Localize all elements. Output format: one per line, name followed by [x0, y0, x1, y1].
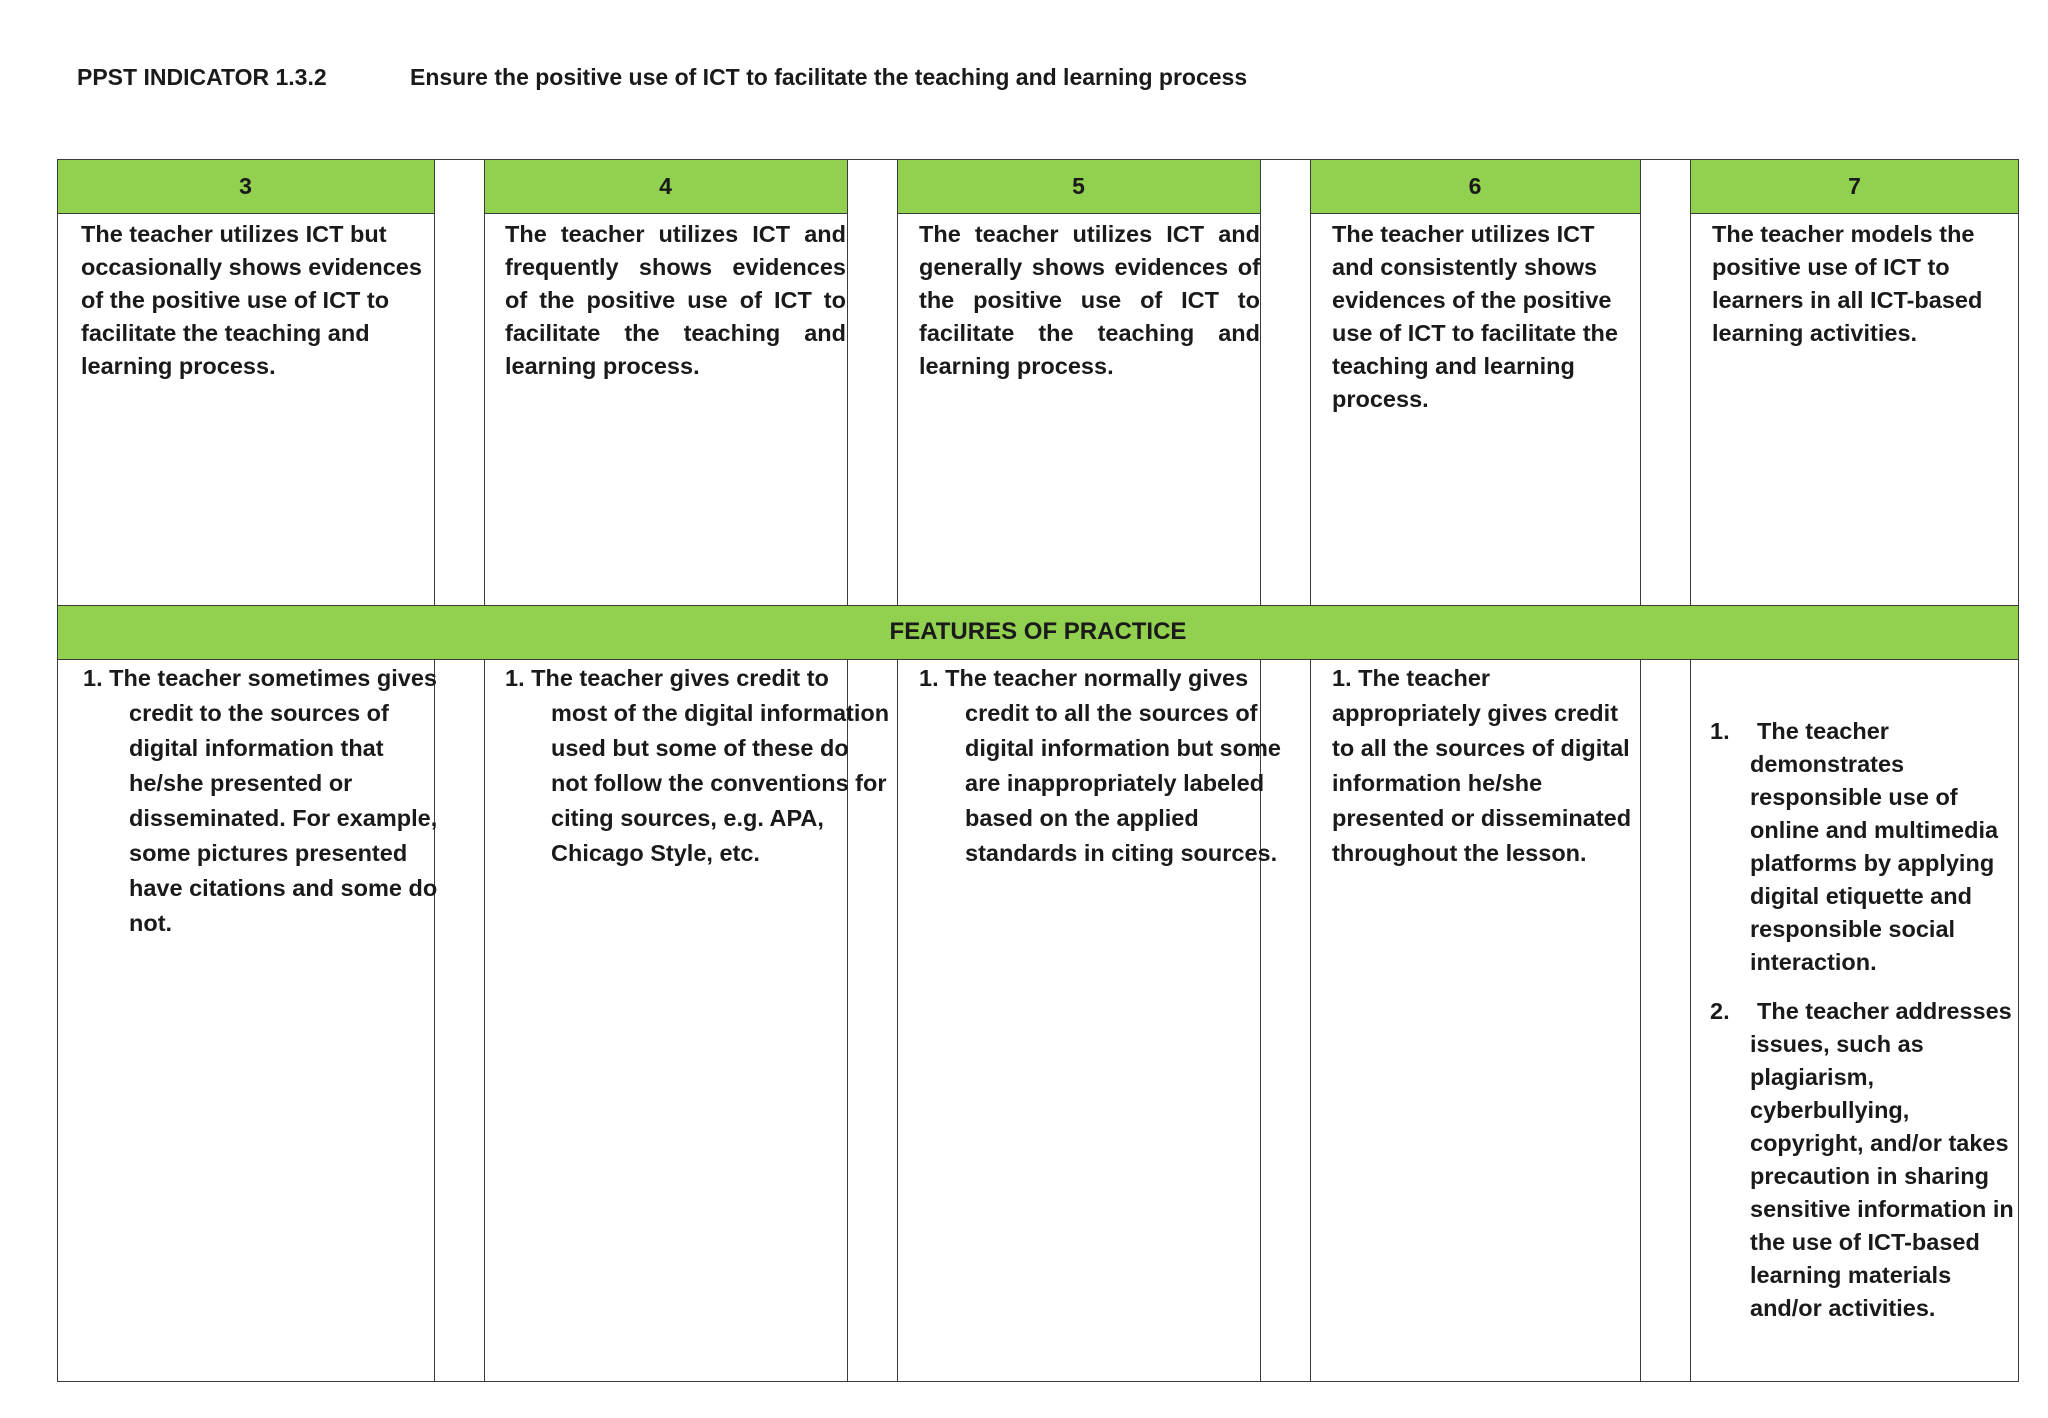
table-border	[1260, 159, 1261, 605]
list-item-text: The teacher demonstrates responsible use of online and multimedia platforms by applying digital etiquette and responsible social interaction.	[1750, 718, 1999, 975]
table-border	[1640, 159, 1641, 605]
table-border	[897, 213, 1260, 214]
table-border	[484, 659, 485, 1382]
level-6-description: The teacher utilizes ICT and consistently shows evidences of the positive use of ICT to facilitate the teaching and learning process.	[1332, 221, 1618, 412]
table-border	[1640, 659, 1641, 1382]
level-3-feature: 1. The teacher sometimes gives credit to the sources of digital information that he/she presented or disseminated. For example, some pictures presented have citations and some do not.	[83, 665, 438, 936]
table-border	[57, 213, 434, 214]
table-border	[897, 659, 898, 1382]
level-number-7: 7	[1848, 173, 1861, 199]
list-number: 1.	[1710, 718, 1730, 744]
table-border	[484, 159, 485, 605]
table-border	[57, 659, 2019, 660]
table-border	[484, 213, 847, 214]
table-border	[57, 159, 58, 605]
level-number-6: 6	[1468, 173, 1482, 199]
indicator-title: Ensure the positive use of ICT to facilitate the teaching and learning process	[410, 64, 1248, 90]
table-border	[1690, 659, 1691, 1382]
table-border	[1310, 213, 1640, 214]
features-of-practice-heading: FEATURES OF PRACTICE	[889, 618, 1187, 645]
table-border	[1690, 159, 1691, 605]
table-border	[1310, 659, 1311, 1382]
level-7-feature-list	[1710, 715, 2022, 1341]
level-number-4: 4	[659, 173, 672, 199]
level-3-description: The teacher utilizes ICT but occasionally shows evidences of the positive use of ICT to facilitate the teaching and learning process.	[81, 221, 422, 379]
rubric-table	[57, 159, 2019, 1382]
list-item	[1710, 995, 2022, 1325]
table-border	[1690, 213, 2019, 214]
indicator-code: PPST INDICATOR 1.3.2	[77, 64, 327, 90]
table-border	[897, 159, 898, 605]
level-4-description: The teacher utilizes ICT and frequently shows evidences of the positive use of ICT to facilitate the teaching and learning process.	[505, 221, 846, 379]
level-6-feature: 1. The teacher appropriately gives credit to all the sources of digital information he/she presented or disseminated throughout the lesson.	[1332, 665, 1632, 866]
level-number-5: 5	[1072, 173, 1085, 199]
level-7-description: The teacher models the positive use of ICT to learners in all ICT-based learning activities.	[1712, 221, 1983, 346]
table-border	[434, 159, 435, 605]
list-item	[1710, 715, 2022, 979]
table-border	[57, 1381, 2019, 1382]
level-5-feature: 1. The teacher normally gives credit to all the sources of digital information but some are inappropriately labeled based on the applied standards in citing sources.	[919, 665, 1281, 866]
table-border	[847, 159, 848, 605]
table-border	[57, 605, 58, 1382]
level-4-feature: 1. The teacher gives credit to most of the digital information used but some of these do not follow the conventions for citing sources, e.g. APA, Chicago Style, etc.	[505, 665, 890, 866]
list-item-text: The teacher addresses issues, such as plagiarism, cyberbullying, copyright, and/or takes precaution in sharing sensitive information in the use of ICT-based learning materials and/or activities.	[1750, 998, 2014, 1321]
level-5-description: The teacher utilizes ICT and generally shows evidences of the positive use of ICT to facilitate the teaching and learning process.	[919, 221, 1260, 379]
level-number-3: 3	[239, 173, 252, 199]
table-border	[2018, 159, 2019, 605]
table-border	[1310, 159, 1311, 605]
list-number: 2.	[1710, 998, 1730, 1024]
